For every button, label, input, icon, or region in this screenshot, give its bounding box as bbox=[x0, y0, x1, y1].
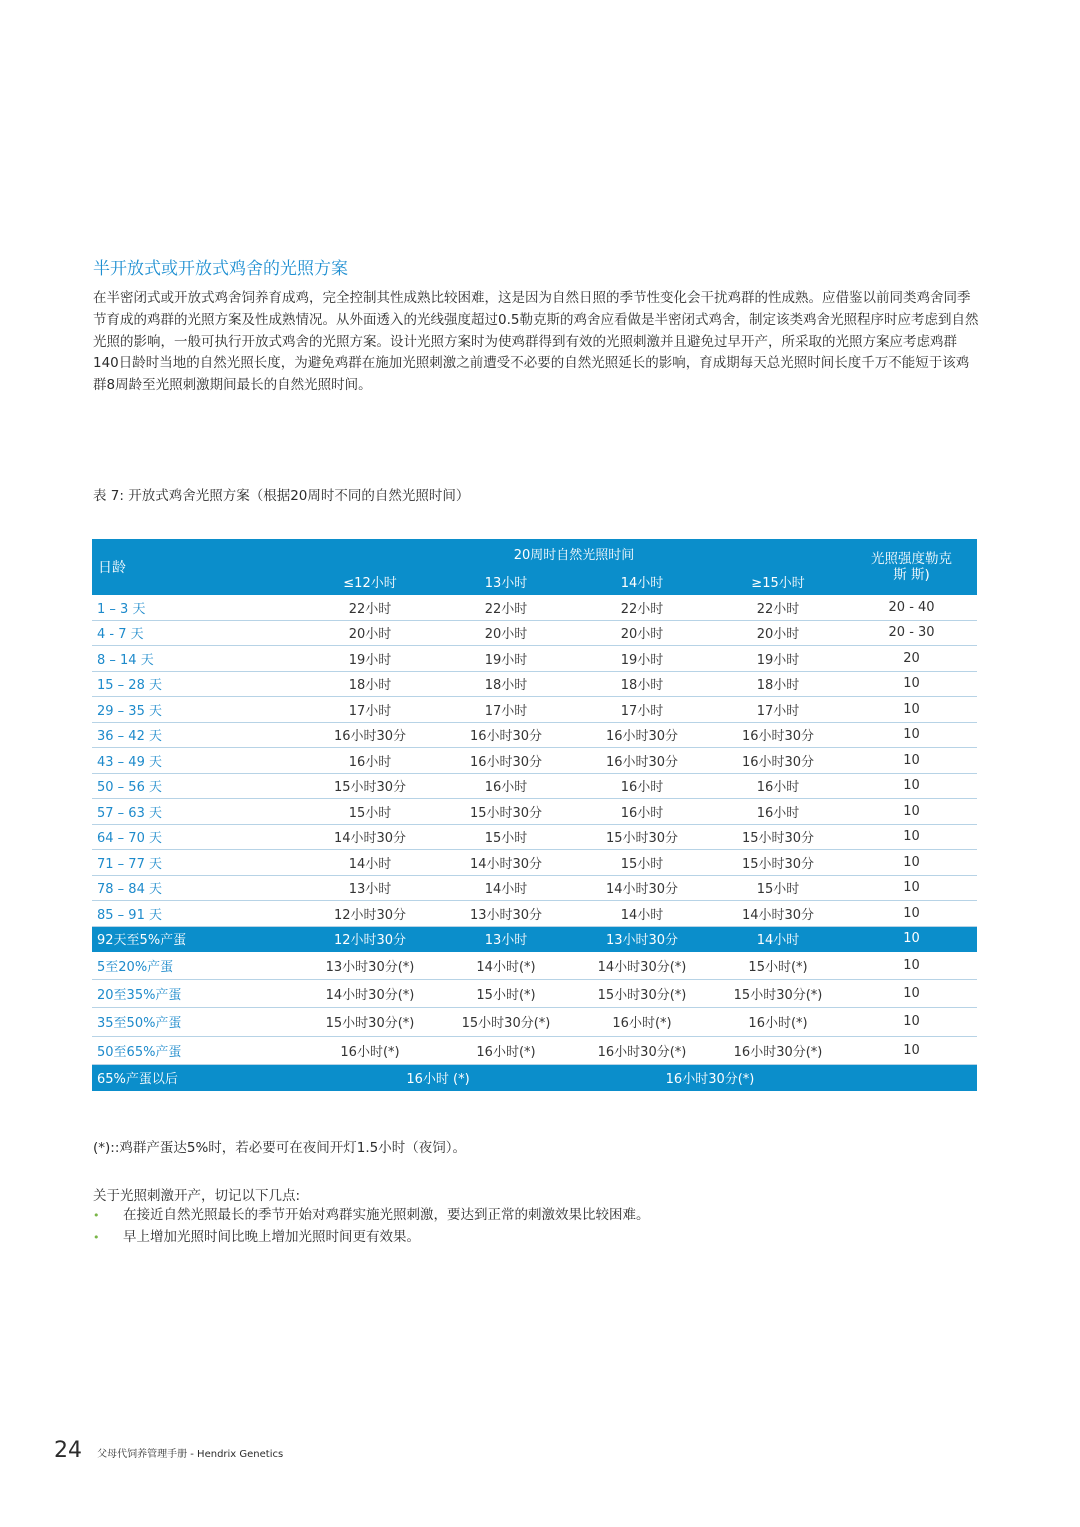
light-hours-cell: 15小时30分(*) bbox=[302, 1008, 438, 1036]
light-hours-cell: 18小时 bbox=[302, 671, 438, 697]
age-cell: 71 – 77 天 bbox=[92, 850, 302, 876]
light-hours-cell: 14小时30分(*) bbox=[574, 952, 710, 980]
light-hours-cell: 16小时(*) bbox=[574, 1008, 710, 1036]
sub-header: ≥15小时 bbox=[710, 567, 846, 595]
light-hours-cell: 15小时30分(*) bbox=[438, 1008, 574, 1036]
age-cell: 43 – 49 天 bbox=[92, 748, 302, 774]
tips-list bbox=[93, 1204, 650, 1248]
lux-cell: 10 bbox=[846, 722, 977, 748]
table-row bbox=[92, 875, 977, 901]
intro-paragraph: 在半密闭式或开放式鸡舍饲养育成鸡，完全控制其性成熟比较困难，这是因为自然日照的季节性变化会干扰鸡群的性成熟。应借鉴以前同类鸡舍同季节育成的鸡群的光照方案及性成熟情况。从外面透入的光线强度超过0.5勒克斯的鸡舍应看做是半密闭式鸡舍，制定该类鸡舍光照程序时应考虑到自然光照的影响，一般可执行开放式鸡舍的光照方案。设计光照方案时为使鸡群得到有效的光照刺激并且避免过早开产，所采取的光照方案应考虑鸡群140日龄时当地的自然光照长度，为避免鸡群在施加光照刺激之前遭受不必要的自然光照延长的影响，育成期每天总光照时间长度千万不能短于该鸡群8周龄至光照刺激期间最长的自然光照时间。 bbox=[93, 290, 979, 394]
light-hours-cell: 13小时30分(*) bbox=[302, 952, 438, 980]
lux-cell: 10 bbox=[846, 824, 977, 850]
lux-cell: 10 bbox=[846, 875, 977, 901]
light-hours-cell: 14小时30分 bbox=[710, 901, 846, 927]
lux-cell: 10 bbox=[846, 773, 977, 799]
section-title: 半开放式或开放式鸡舍的光照方案 bbox=[93, 259, 348, 279]
light-hours-cell: 15小时 bbox=[438, 824, 574, 850]
light-hours-cell: 14小时 bbox=[710, 926, 846, 952]
light-hours-cell: 17小时 bbox=[302, 697, 438, 723]
table-row bbox=[92, 850, 977, 876]
table-row bbox=[92, 901, 977, 927]
light-hours-cell: 16小时(*) bbox=[710, 1008, 846, 1036]
light-hours-cell: 15小时30分 bbox=[302, 773, 438, 799]
light-hours-cell: 13小时30分 bbox=[438, 901, 574, 927]
lux-header-line2: 斯 斯) bbox=[893, 567, 930, 583]
lux-cell: 10 bbox=[846, 952, 977, 980]
light-hours-cell: 17小时 bbox=[574, 697, 710, 723]
light-hours-cell: 16小时30分(*) bbox=[710, 1036, 846, 1064]
table-row bbox=[92, 980, 977, 1008]
age-header: 日龄 bbox=[92, 539, 302, 595]
age-cell: 36 – 42 天 bbox=[92, 722, 302, 748]
light-hours-cell: 15小时30分 bbox=[438, 799, 574, 825]
light-hours-cell: 20小时 bbox=[302, 620, 438, 646]
light-hours-cell: 15小时 bbox=[302, 799, 438, 825]
table-row bbox=[92, 646, 977, 672]
sub-header: ≤12小时 bbox=[302, 567, 438, 595]
lux-cell: 20 bbox=[846, 646, 977, 672]
light-hours-cell: 16小时30分 bbox=[710, 748, 846, 774]
light-hours-cell: 18小时 bbox=[438, 671, 574, 697]
light-hours-cell: 20小时 bbox=[710, 620, 846, 646]
age-cell: 29 – 35 天 bbox=[92, 697, 302, 723]
light-hours-cell: 18小时 bbox=[710, 671, 846, 697]
tips-title: 关于光照刺激开产，切记以下几点: bbox=[93, 1188, 301, 1204]
table-row bbox=[92, 952, 977, 980]
light-hours-cell: 19小时 bbox=[574, 646, 710, 672]
light-hours-cell: 16小时30分(*) bbox=[574, 1064, 846, 1091]
age-cell: 5至20%产蛋 bbox=[92, 952, 302, 980]
light-hours-cell: 19小时 bbox=[438, 646, 574, 672]
lux-cell: 10 bbox=[846, 671, 977, 697]
light-hours-cell: 15小时30分 bbox=[710, 850, 846, 876]
light-hours-cell: 15小时(*) bbox=[710, 952, 846, 980]
light-hours-cell: 22小时 bbox=[438, 595, 574, 620]
light-hours-cell: 16小时30分 bbox=[574, 748, 710, 774]
lux-header bbox=[846, 539, 977, 595]
light-hours-cell: 14小时 bbox=[438, 875, 574, 901]
age-cell: 65%产蛋以后 bbox=[92, 1064, 302, 1091]
age-cell: 57 – 63 天 bbox=[92, 799, 302, 825]
light-hours-cell: 13小时30分 bbox=[574, 926, 710, 952]
sub-header: 14小时 bbox=[574, 567, 710, 595]
age-cell: 15 – 28 天 bbox=[92, 671, 302, 697]
light-hours-cell: 15小时30分 bbox=[710, 824, 846, 850]
footer-text: 父母代饲养管理手册 - Hendrix Genetics bbox=[97, 1449, 284, 1460]
light-hours-cell: 15小时30分 bbox=[574, 824, 710, 850]
light-hours-cell: 16小时(*) bbox=[438, 1036, 574, 1064]
lux-cell: 10 bbox=[846, 980, 977, 1008]
light-hours-cell: 14小时30分 bbox=[574, 875, 710, 901]
list-item bbox=[93, 1204, 650, 1226]
page-footer bbox=[54, 1438, 283, 1463]
light-hours-cell: 16小时 bbox=[574, 773, 710, 799]
bullet-icon: • bbox=[93, 1231, 100, 1244]
age-cell: 35至50%产蛋 bbox=[92, 1008, 302, 1036]
table-row bbox=[92, 824, 977, 850]
lux-cell: 10 bbox=[846, 926, 977, 952]
table-row bbox=[92, 1008, 977, 1036]
table-row bbox=[92, 722, 977, 748]
light-hours-cell: 16小时30分 bbox=[438, 748, 574, 774]
sub-header: 13小时 bbox=[438, 567, 574, 595]
age-cell: 50至65%产蛋 bbox=[92, 1036, 302, 1064]
light-hours-cell: 20小时 bbox=[574, 620, 710, 646]
table-row bbox=[92, 799, 977, 825]
natural-light-group-header: 20周时自然光照时间 bbox=[302, 539, 846, 567]
table-row bbox=[92, 671, 977, 697]
light-hours-cell: 15小时(*) bbox=[438, 980, 574, 1008]
light-hours-cell: 12小时30分 bbox=[302, 901, 438, 927]
age-cell: 8 – 14 天 bbox=[92, 646, 302, 672]
age-cell: 78 – 84 天 bbox=[92, 875, 302, 901]
table-row bbox=[92, 620, 977, 646]
age-cell: 50 – 56 天 bbox=[92, 773, 302, 799]
light-hours-cell: 14小时 bbox=[302, 850, 438, 876]
light-hours-cell: 15小时 bbox=[574, 850, 710, 876]
tip-text: 在接近自然光照最长的季节开始对鸡群实施光照刺激，要达到正常的刺激效果比较困难。 bbox=[123, 1207, 650, 1223]
light-hours-cell: 22小时 bbox=[302, 595, 438, 620]
light-hours-cell: 16小时 bbox=[710, 773, 846, 799]
light-hours-cell: 16小时30分(*) bbox=[574, 1036, 710, 1064]
light-hours-cell: 16小时 bbox=[574, 799, 710, 825]
light-hours-cell: 19小时 bbox=[710, 646, 846, 672]
light-hours-cell: 13小时 bbox=[438, 926, 574, 952]
light-hours-cell: 14小时 bbox=[574, 901, 710, 927]
light-hours-cell: 16小时 bbox=[302, 748, 438, 774]
lux-cell bbox=[846, 1064, 977, 1091]
table-caption: 表 7: 开放式鸡舍光照方案（根据20周时不同的自然光照时间） bbox=[93, 488, 470, 504]
lux-cell: 10 bbox=[846, 799, 977, 825]
light-hours-cell: 14小时30分 bbox=[302, 824, 438, 850]
age-cell: 64 – 70 天 bbox=[92, 824, 302, 850]
table-row bbox=[92, 1036, 977, 1064]
light-hours-cell: 22小时 bbox=[574, 595, 710, 620]
lux-cell: 10 bbox=[846, 1036, 977, 1064]
age-cell: 1 – 3 天 bbox=[92, 595, 302, 620]
light-hours-cell: 16小时30分 bbox=[574, 722, 710, 748]
list-item bbox=[93, 1226, 650, 1248]
light-hours-cell: 16小时 bbox=[710, 799, 846, 825]
lux-cell: 10 bbox=[846, 901, 977, 927]
light-hours-cell: 14小时30分 bbox=[438, 850, 574, 876]
light-hours-cell: 17小时 bbox=[438, 697, 574, 723]
page-number: 24 bbox=[54, 1438, 82, 1463]
light-hours-cell: 14小时(*) bbox=[438, 952, 574, 980]
light-hours-cell: 22小时 bbox=[710, 595, 846, 620]
age-cell: 4 - 7 天 bbox=[92, 620, 302, 646]
lux-cell: 10 bbox=[846, 697, 977, 723]
tip-text: 早上增加光照时间比晚上增加光照时间更有效果。 bbox=[123, 1229, 420, 1245]
light-hours-cell: 14小时30分(*) bbox=[302, 980, 438, 1008]
light-hours-cell: 16小时30分 bbox=[438, 722, 574, 748]
table-row bbox=[92, 773, 977, 799]
age-cell: 20至35%产蛋 bbox=[92, 980, 302, 1008]
age-cell: 92天至5%产蛋 bbox=[92, 926, 302, 952]
light-hours-cell: 16小时 bbox=[438, 773, 574, 799]
lux-cell: 20 - 30 bbox=[846, 620, 977, 646]
light-hours-cell: 13小时 bbox=[302, 875, 438, 901]
light-hours-cell: 16小时(*) bbox=[302, 1036, 438, 1064]
table-body bbox=[92, 595, 977, 1091]
table-row bbox=[92, 926, 977, 952]
table-row bbox=[92, 748, 977, 774]
table-row bbox=[92, 697, 977, 723]
light-hours-cell: 19小时 bbox=[302, 646, 438, 672]
light-hours-cell: 15小时30分(*) bbox=[710, 980, 846, 1008]
light-hours-cell: 15小时30分(*) bbox=[574, 980, 710, 1008]
footnote: (*)::鸡群产蛋达5%时，若必要可在夜间开灯1.5小时（夜饲）。 bbox=[93, 1140, 467, 1156]
lux-cell: 10 bbox=[846, 1008, 977, 1036]
lighting-program-table bbox=[92, 539, 977, 1091]
table-row bbox=[92, 1064, 977, 1091]
light-hours-cell: 12小时30分 bbox=[302, 926, 438, 952]
bullet-icon: • bbox=[93, 1209, 100, 1222]
lux-cell: 10 bbox=[846, 748, 977, 774]
lux-cell: 20 - 40 bbox=[846, 595, 977, 620]
light-hours-cell: 17小时 bbox=[710, 697, 846, 723]
light-hours-cell: 18小时 bbox=[574, 671, 710, 697]
table-row bbox=[92, 595, 977, 620]
light-hours-cell: 16小时30分 bbox=[302, 722, 438, 748]
light-hours-cell: 16小时30分 bbox=[710, 722, 846, 748]
light-hours-cell: 20小时 bbox=[438, 620, 574, 646]
age-cell: 85 – 91 天 bbox=[92, 901, 302, 927]
lux-header-line1: 光照强度勒克 bbox=[871, 551, 953, 567]
light-hours-cell: 15小时 bbox=[710, 875, 846, 901]
lux-cell: 10 bbox=[846, 850, 977, 876]
light-hours-cell: 16小时 (*) bbox=[302, 1064, 574, 1091]
